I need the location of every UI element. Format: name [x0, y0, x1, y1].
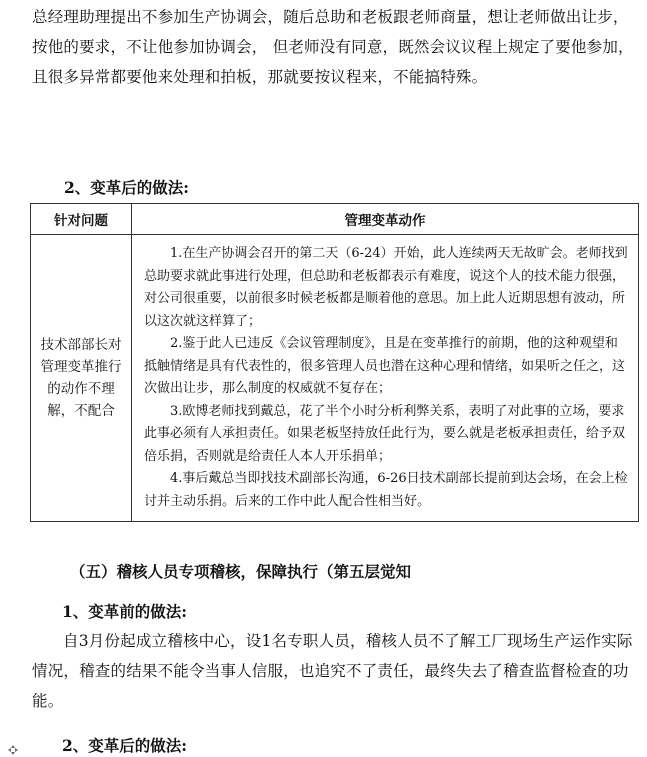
section-five-title: （五）稽核人员专项稽核，保障执行（第五层觉知: [70, 562, 412, 581]
before-paragraph: 自3月份起成立稽核中心，设1名专职人员，稽核人员不了解工厂现场生产运作实际情况，稽查的结果不能令当事人信服，也追究不了责任，最终失去了稽查监督检查的功能。: [32, 632, 633, 710]
action-item: 2.鉴于此人已违反《会议管理制度》，且是在变革推行的前期，他的这种观望和抵触情绪是具有代表性的，很多管理人员也潜在这种心理和情绪，如果听之任之，这次做出让步，那么制度的权威就不复存在；: [144, 336, 626, 396]
issue-cell: 技术部部长对管理变革推行的动作不理解，不配合: [31, 235, 132, 522]
header-actions: 管理变革动作: [132, 204, 639, 235]
heading-after-reform-2: 2、变革后的做法:: [62, 736, 188, 755]
heading-after-reform: 2、变革后的做法:: [64, 178, 190, 197]
action-item: 3.欧博老师找到戴总，花了半个小时分析利弊关系，表明了对此事的立场，要求此事必须有人承担责任。如果老板坚持放任此行为，要么就是老板承担责任，给予双倍乐捐，否则就是给责任人本人开乐捐单；: [144, 403, 626, 464]
action-item: 1.在生产协调会召开的第二天（6-24）开始，此人连续两天无故旷会。老师找到总助要求就此事进行处理，但总助和老板都表示有难度，说这个人的技术能力很强，对公司很重要，以前很多时候老板都是顺着他的意思。加上此人近期思想有波动，所以这次就这样算了；: [144, 246, 628, 329]
table-header-row: [31, 204, 639, 235]
reform-table: [30, 203, 639, 522]
action-item: 4.事后戴总当即找技术副部长沟通，6-26日技术副部长提前到达会场，在会上检讨并主动乐捐。后来的工作中此人配合性相当好。: [144, 471, 628, 509]
move-handle-icon[interactable]: [8, 745, 18, 755]
actions-cell: [132, 235, 639, 522]
intro-paragraph: 总经理助理提出不参加生产协调会，随后总助和老板跟老师商量，想让老师做出让步，按他的要求，不让他参加协调会， 但老师没有同意，既然会议议程上规定了要他参加，且很多异常都要他来处理和拍板，那就要按议程来，不能搞特殊。: [32, 8, 634, 86]
header-issue: 针对问题: [31, 204, 132, 235]
table-row: [31, 235, 639, 522]
heading-before-reform: 1、变革前的做法:: [62, 602, 188, 621]
